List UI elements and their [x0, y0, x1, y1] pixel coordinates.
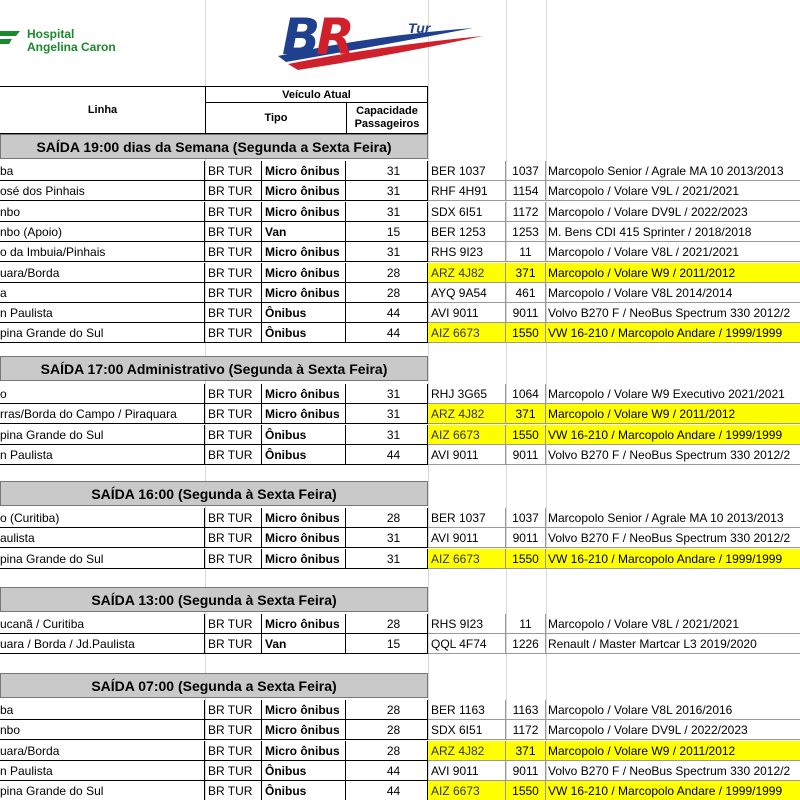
- section-header: [0, 481, 428, 506]
- table-row[interactable]: [0, 781, 800, 800]
- cell-numero[interactable]: 1226: [506, 634, 546, 654]
- cell-modelo[interactable]: Marcopolo / Volare DV9L / 2022/2023: [546, 720, 800, 740]
- cell-linha[interactable]: o (Curitiba): [0, 508, 205, 528]
- table-row[interactable]: [0, 161, 800, 181]
- cell-tipo[interactable]: Micro ônibus: [262, 384, 346, 404]
- header-linha: [0, 86, 206, 134]
- brtur-logo-sub: Tur: [408, 20, 431, 36]
- cell-empresa[interactable]: BR TUR: [205, 283, 262, 303]
- cell-placa[interactable]: QQL 4F74: [428, 634, 506, 654]
- cell-modelo[interactable]: VW 16-210 / Marcopolo Andare / 1999/1999: [546, 323, 800, 343]
- section-header: [0, 673, 428, 698]
- cell-capacidade[interactable]: 44: [346, 323, 428, 343]
- table-row[interactable]: [0, 508, 800, 528]
- cell-linha[interactable]: o: [0, 384, 205, 404]
- cell-empresa[interactable]: BR TUR: [205, 181, 262, 201]
- cell-numero[interactable]: 11: [506, 614, 546, 634]
- cell-numero[interactable]: 371: [506, 741, 546, 761]
- cell-modelo[interactable]: Marcopolo / Volare V9L / 2021/2021: [546, 181, 800, 201]
- cell-modelo[interactable]: Marcopolo / Volare W9 Executivo 2021/2021: [546, 384, 800, 404]
- cell-placa[interactable]: BER 1037: [428, 161, 506, 181]
- cell-empresa[interactable]: BR TUR: [205, 634, 262, 654]
- cell-empresa[interactable]: BR TUR: [205, 700, 262, 720]
- cell-linha[interactable]: n Paulista: [0, 761, 205, 781]
- cell-modelo[interactable]: Volvo B270 F / NeoBus Spectrum 330 2012/2: [546, 303, 800, 323]
- cell-capacidade[interactable]: 31: [346, 549, 428, 569]
- cell-linha[interactable]: ba: [0, 161, 205, 181]
- cell-numero[interactable]: 1550: [506, 781, 546, 800]
- section-title: SAÍDA 13:00 (Segunda à Sexta Feira): [91, 591, 337, 608]
- cell-tipo[interactable]: Micro ônibus: [262, 508, 346, 528]
- cell-numero[interactable]: 9011: [506, 445, 546, 465]
- cell-linha[interactable]: nbo (Apoio): [0, 222, 205, 242]
- cell-empresa[interactable]: BR TUR: [205, 222, 262, 242]
- cell-tipo[interactable]: Ônibus: [262, 781, 346, 800]
- cell-capacidade[interactable]: 44: [346, 781, 428, 800]
- cell-placa[interactable]: ARZ 4J82: [428, 741, 506, 761]
- cell-capacidade[interactable]: 28: [346, 614, 428, 634]
- section-title: SAÍDA 19:00 dias da Semana (Segunda a Sexta Feira): [36, 138, 392, 155]
- cell-empresa[interactable]: BR TUR: [205, 549, 262, 569]
- cell-capacidade[interactable]: 44: [346, 303, 428, 323]
- cell-numero[interactable]: 1163: [506, 700, 546, 720]
- cell-linha[interactable]: n Paulista: [0, 445, 205, 465]
- cell-linha[interactable]: a: [0, 283, 205, 303]
- cell-modelo[interactable]: Renault / Master Martcar L3 2019/2020: [546, 634, 800, 654]
- cell-empresa[interactable]: BR TUR: [205, 384, 262, 404]
- cell-modelo[interactable]: VW 16-210 / Marcopolo Andare / 1999/1999: [546, 425, 800, 445]
- cell-empresa[interactable]: BR TUR: [205, 761, 262, 781]
- table-row[interactable]: [0, 323, 800, 343]
- cell-linha[interactable]: uara/Borda: [0, 263, 205, 283]
- cell-tipo[interactable]: Micro ônibus: [262, 528, 346, 548]
- cell-tipo[interactable]: Micro ônibus: [262, 263, 346, 283]
- cell-tipo[interactable]: Micro ônibus: [262, 720, 346, 740]
- table-row[interactable]: [0, 445, 800, 465]
- brtur-logo-text: [282, 8, 351, 66]
- cell-empresa[interactable]: BR TUR: [205, 741, 262, 761]
- cell-tipo[interactable]: Ônibus: [262, 303, 346, 323]
- cell-empresa[interactable]: BR TUR: [205, 242, 262, 262]
- cell-capacidade[interactable]: 31: [346, 425, 428, 445]
- table-row[interactable]: [0, 242, 800, 262]
- header-capacidade: [346, 102, 428, 134]
- table-row[interactable]: [0, 549, 800, 569]
- hospital-logo-icon: [0, 28, 22, 50]
- cell-empresa[interactable]: BR TUR: [205, 425, 262, 445]
- cell-linha[interactable]: nbo: [0, 202, 205, 222]
- cell-modelo[interactable]: Marcopolo / Volare V8L 2014/2014: [546, 283, 800, 303]
- table-row[interactable]: [0, 614, 800, 634]
- cell-placa[interactable]: SDX 6I51: [428, 202, 506, 222]
- cell-tipo[interactable]: Ônibus: [262, 425, 346, 445]
- table-row[interactable]: [0, 384, 800, 404]
- table-row[interactable]: [0, 425, 800, 445]
- cell-tipo[interactable]: Van: [262, 222, 346, 242]
- cell-tipo[interactable]: Micro ônibus: [262, 161, 346, 181]
- cell-linha[interactable]: ucanã / Curitiba: [0, 614, 205, 634]
- cell-numero[interactable]: 11: [506, 242, 546, 262]
- cell-linha[interactable]: pina Grande do Sul: [0, 549, 205, 569]
- table-row[interactable]: [0, 700, 800, 720]
- cell-modelo[interactable]: VW 16-210 / Marcopolo Andare / 1999/1999: [546, 549, 800, 569]
- cell-tipo[interactable]: Micro ônibus: [262, 700, 346, 720]
- cell-placa[interactable]: RHS 9I23: [428, 242, 506, 262]
- cell-numero[interactable]: 1037: [506, 508, 546, 528]
- cell-capacidade[interactable]: 31: [346, 161, 428, 181]
- cell-capacidade[interactable]: 31: [346, 242, 428, 262]
- hospital-logo: [0, 22, 205, 56]
- cell-placa[interactable]: AVI 9011: [428, 761, 506, 781]
- cell-capacidade[interactable]: 28: [346, 508, 428, 528]
- cell-placa[interactable]: AVI 9011: [428, 528, 506, 548]
- table-row[interactable]: [0, 528, 800, 548]
- cell-placa[interactable]: AIZ 6673: [428, 425, 506, 445]
- cell-empresa[interactable]: BR TUR: [205, 202, 262, 222]
- cell-linha[interactable]: pina Grande do Sul: [0, 781, 205, 800]
- cell-capacidade[interactable]: 28: [346, 720, 428, 740]
- cell-linha[interactable]: uara / Borda / Jd.Paulista: [0, 634, 205, 654]
- cell-modelo[interactable]: Marcopolo / Volare V8L / 2021/2021: [546, 614, 800, 634]
- cell-tipo[interactable]: Micro ônibus: [262, 202, 346, 222]
- cell-empresa[interactable]: BR TUR: [205, 508, 262, 528]
- cell-numero[interactable]: 1550: [506, 323, 546, 343]
- cell-tipo[interactable]: Micro ônibus: [262, 181, 346, 201]
- cell-linha[interactable]: nbo: [0, 720, 205, 740]
- cell-tipo[interactable]: Micro ônibus: [262, 549, 346, 569]
- cell-modelo[interactable]: Marcopolo / Volare DV9L / 2022/2023: [546, 202, 800, 222]
- cell-capacidade[interactable]: 31: [346, 384, 428, 404]
- cell-tipo[interactable]: Micro ônibus: [262, 741, 346, 761]
- cell-modelo[interactable]: Volvo B270 F / NeoBus Spectrum 330 2012/2: [546, 761, 800, 781]
- cell-capacidade[interactable]: 31: [346, 181, 428, 201]
- section-header: [0, 134, 428, 159]
- cell-linha[interactable]: o da Imbuia/Pinhais: [0, 242, 205, 262]
- cell-empresa[interactable]: BR TUR: [205, 323, 262, 343]
- cell-numero[interactable]: 9011: [506, 303, 546, 323]
- section-title: SAÍDA 17:00 Administrativo (Segunda à Sexta Feira): [40, 360, 388, 377]
- table-row[interactable]: [0, 303, 800, 323]
- cell-modelo[interactable]: Marcopolo / Volare W9 / 2011/2012: [546, 404, 800, 424]
- cell-capacidade[interactable]: 15: [346, 222, 428, 242]
- cell-capacidade[interactable]: 44: [346, 445, 428, 465]
- table-row[interactable]: [0, 741, 800, 761]
- hospital-name-line1: Hospital: [27, 27, 75, 41]
- cell-modelo[interactable]: Marcopolo / Volare W9 / 2011/2012: [546, 263, 800, 283]
- brtur-logo-r: R: [316, 8, 351, 66]
- cell-empresa[interactable]: BR TUR: [205, 781, 262, 800]
- header-veiculo-atual: [205, 86, 428, 103]
- cell-numero[interactable]: 9011: [506, 761, 546, 781]
- cell-tipo[interactable]: Ônibus: [262, 761, 346, 781]
- cell-modelo[interactable]: Marcopolo / Volare V8L 2016/2016: [546, 700, 800, 720]
- table-row[interactable]: [0, 761, 800, 781]
- section-title: SAÍDA 07:00 (Segunda a Sexta Feira): [91, 677, 337, 694]
- cell-capacidade[interactable]: 31: [346, 404, 428, 424]
- brtur-logo: [268, 6, 488, 78]
- cell-placa[interactable]: AIZ 6673: [428, 781, 506, 800]
- cell-tipo[interactable]: Micro ônibus: [262, 283, 346, 303]
- cell-placa[interactable]: AVI 9011: [428, 303, 506, 323]
- cell-numero[interactable]: 1253: [506, 222, 546, 242]
- header-capacidade-label: Capacidade Passageiros: [354, 105, 420, 130]
- cell-placa[interactable]: RHS 9I23: [428, 614, 506, 634]
- cell-empresa[interactable]: BR TUR: [205, 614, 262, 634]
- cell-numero[interactable]: 371: [506, 404, 546, 424]
- cell-numero[interactable]: 1550: [506, 425, 546, 445]
- cell-tipo[interactable]: Van: [262, 634, 346, 654]
- cell-placa[interactable]: AVI 9011: [428, 445, 506, 465]
- cell-modelo[interactable]: Volvo B270 F / NeoBus Spectrum 330 2012/2: [546, 528, 800, 548]
- cell-numero[interactable]: 1064: [506, 384, 546, 404]
- cell-capacidade[interactable]: 15: [346, 634, 428, 654]
- cell-capacidade[interactable]: 28: [346, 283, 428, 303]
- cell-tipo[interactable]: Micro ônibus: [262, 242, 346, 262]
- header-linha-label: Linha: [87, 104, 118, 116]
- cell-modelo[interactable]: Volvo B270 F / NeoBus Spectrum 330 2012/2: [546, 445, 800, 465]
- cell-linha[interactable]: uara/Borda: [0, 741, 205, 761]
- cell-linha[interactable]: rras/Borda do Campo / Piraquara: [0, 404, 205, 424]
- cell-placa[interactable]: AIZ 6673: [428, 549, 506, 569]
- table-row[interactable]: [0, 263, 800, 283]
- cell-placa[interactable]: BER 1163: [428, 700, 506, 720]
- cell-capacidade[interactable]: 31: [346, 528, 428, 548]
- table-row[interactable]: [0, 222, 800, 242]
- cell-numero[interactable]: 1154: [506, 181, 546, 201]
- cell-placa[interactable]: SDX 6I51: [428, 720, 506, 740]
- cell-placa[interactable]: AYQ 9A54: [428, 283, 506, 303]
- cell-empresa[interactable]: BR TUR: [205, 720, 262, 740]
- cell-numero[interactable]: 1037: [506, 161, 546, 181]
- cell-modelo[interactable]: Marcopolo / Volare V8L / 2021/2021: [546, 242, 800, 262]
- cell-tipo[interactable]: Micro ônibus: [262, 404, 346, 424]
- cell-linha[interactable]: ba: [0, 700, 205, 720]
- cell-modelo[interactable]: Marcopolo Senior / Agrale MA 10 2013/2013: [546, 161, 800, 181]
- cell-modelo[interactable]: M. Bens CDI 415 Sprinter / 2018/2018: [546, 222, 800, 242]
- cell-linha[interactable]: aulista: [0, 528, 205, 548]
- cell-placa[interactable]: BER 1253: [428, 222, 506, 242]
- cell-capacidade[interactable]: 28: [346, 263, 428, 283]
- cell-tipo[interactable]: Ônibus: [262, 323, 346, 343]
- section-header: [0, 587, 428, 612]
- section-header: [0, 356, 428, 381]
- cell-linha[interactable]: pina Grande do Sul: [0, 425, 205, 445]
- cell-empresa[interactable]: BR TUR: [205, 404, 262, 424]
- cell-empresa[interactable]: BR TUR: [205, 263, 262, 283]
- header-tipo-label: Tipo: [264, 112, 288, 124]
- cell-linha[interactable]: osé dos Pinhais: [0, 181, 205, 201]
- cell-empresa[interactable]: BR TUR: [205, 161, 262, 181]
- section-title: SAÍDA 16:00 (Segunda à Sexta Feira): [91, 485, 337, 502]
- cell-numero[interactable]: 1172: [506, 202, 546, 222]
- cell-capacidade[interactable]: 44: [346, 761, 428, 781]
- cell-placa[interactable]: RHF 4H91: [428, 181, 506, 201]
- cell-linha[interactable]: pina Grande do Sul: [0, 323, 205, 343]
- cell-placa[interactable]: RHJ 3G65: [428, 384, 506, 404]
- cell-modelo[interactable]: Marcopolo / Volare W9 / 2011/2012: [546, 741, 800, 761]
- cell-tipo[interactable]: Micro ônibus: [262, 614, 346, 634]
- brtur-logo-b: B: [282, 8, 317, 66]
- header-tipo: [205, 102, 347, 134]
- cell-numero[interactable]: 461: [506, 283, 546, 303]
- cell-capacidade[interactable]: 31: [346, 202, 428, 222]
- table-row[interactable]: [0, 202, 800, 222]
- cell-capacidade[interactable]: 28: [346, 741, 428, 761]
- cell-empresa[interactable]: BR TUR: [205, 303, 262, 323]
- table-row[interactable]: [0, 181, 800, 201]
- cell-linha[interactable]: n Paulista: [0, 303, 205, 323]
- cell-empresa[interactable]: BR TUR: [205, 445, 262, 465]
- cell-placa[interactable]: ARZ 4J82: [428, 263, 506, 283]
- table-row[interactable]: [0, 283, 800, 303]
- header-veiculo-atual-label: Veículo Atual: [282, 88, 351, 101]
- cell-empresa[interactable]: BR TUR: [205, 528, 262, 548]
- cell-modelo[interactable]: VW 16-210 / Marcopolo Andare / 1999/1999: [546, 781, 800, 800]
- cell-tipo[interactable]: Ônibus: [262, 445, 346, 465]
- cell-placa[interactable]: ARZ 4J82: [428, 404, 506, 424]
- table-row[interactable]: [0, 634, 800, 654]
- cell-numero[interactable]: 1550: [506, 549, 546, 569]
- table-row[interactable]: [0, 720, 800, 740]
- cell-numero[interactable]: 371: [506, 263, 546, 283]
- cell-capacidade[interactable]: 28: [346, 700, 428, 720]
- cell-numero[interactable]: 9011: [506, 528, 546, 548]
- table-row[interactable]: [0, 404, 800, 424]
- hospital-name-line2: Angelina Caron: [27, 40, 116, 54]
- cell-placa[interactable]: BER 1037: [428, 508, 506, 528]
- cell-modelo[interactable]: Marcopolo Senior / Agrale MA 10 2013/2013: [546, 508, 800, 528]
- cell-placa[interactable]: AIZ 6673: [428, 323, 506, 343]
- cell-numero[interactable]: 1172: [506, 720, 546, 740]
